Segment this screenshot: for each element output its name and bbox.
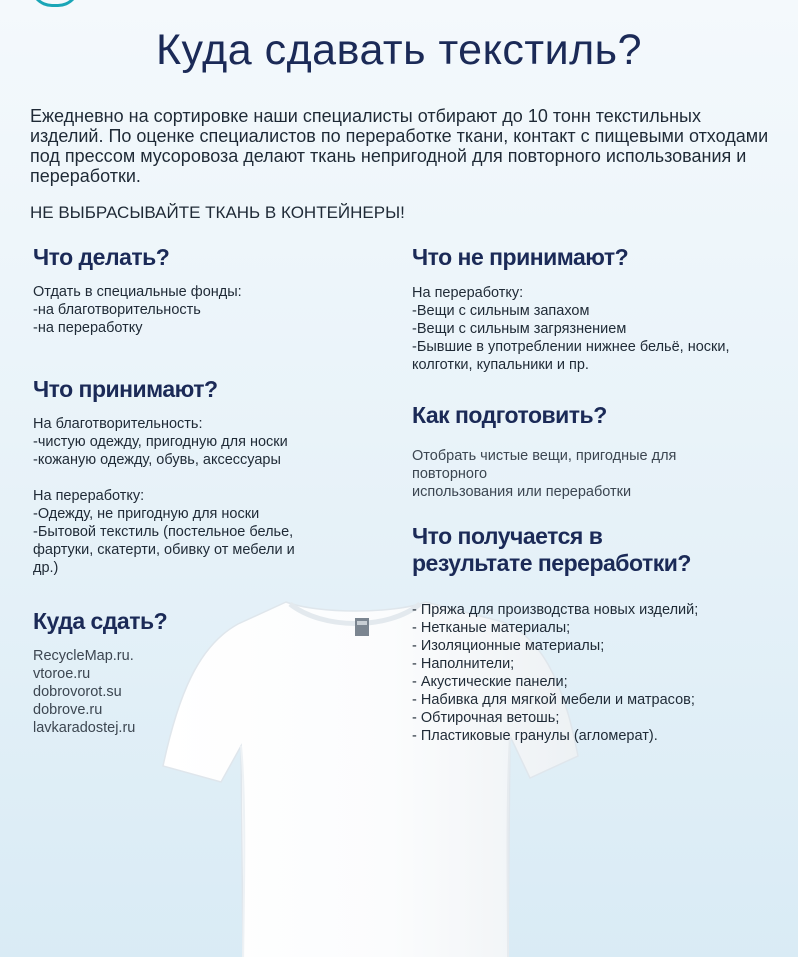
recycling-line: -Одежду, не пригодную для носки [33, 506, 260, 522]
warning-text: НЕ ВЫБРАСЫВАЙТЕ ТКАНЬ В КОНТЕЙНЕРЫ! [30, 203, 405, 222]
site-link[interactable]: lavkaradostej.ru [33, 720, 136, 736]
not-accepted-heading: Что не принимают? [412, 244, 629, 270]
site-link[interactable]: dobrove.ru [33, 702, 103, 718]
what-accepted-heading: Что принимают? [33, 376, 218, 402]
result-heading-line: результате переработки? [412, 550, 691, 576]
page-title: Куда сдавать текстиль? [156, 26, 642, 74]
where-to-give-heading: Куда сдать? [33, 608, 168, 634]
what-to-do-text [33, 283, 242, 337]
prepare-line: повторного [412, 466, 488, 482]
site-link[interactable]: RecycleMap.ru. [33, 648, 134, 664]
result-heading [412, 523, 691, 577]
not-accepted-line: -Бывшие в употреблении нижнее бельё, носки, [412, 339, 730, 355]
what-to-do-line: -на переработку [33, 320, 143, 336]
result-item: - Изоляционные материалы; [412, 638, 605, 654]
recycling-line: -Бытовой текстиль (постельное белье, [33, 524, 294, 540]
result-item: - Пряжа для производства новых изделий; [412, 602, 699, 618]
bottom-divider [0, 957, 798, 963]
result-item: - Нетканые материалы; [412, 620, 571, 636]
recycling-line: фартуки, скатерти, обивку от мебели и [33, 542, 295, 558]
logo-fragment [30, 0, 80, 7]
shirt-label-icon [355, 618, 369, 636]
recycling-block [33, 487, 295, 577]
charity-line: -чистую одежду, пригодную для носки [33, 434, 288, 450]
how-to-prepare-heading: Как подготовить? [412, 402, 607, 428]
how-to-prepare-text [412, 447, 676, 501]
intro-paragraph: Ежедневно на сортировке наши специалисты отбирают до 10 тонн текстильных изделий. По оценке специалистов по переработке ткани, контакт с пищевыми отходами под прессом мусоровоза делают ткань непригодной для повторного использования и переработки. [30, 106, 769, 186]
result-item: - Пластиковые гранулы (агломерат). [412, 728, 658, 744]
result-item: - Набивка для мягкой мебели и матрасов; [412, 692, 695, 708]
not-accepted-text [412, 284, 730, 374]
charity-line: -кожаную одежду, обувь, аксессуары [33, 452, 281, 468]
prepare-line: использования или переработки [412, 484, 632, 500]
charity-block [33, 415, 288, 469]
result-item: - Наполнители; [412, 656, 515, 672]
result-list [412, 601, 698, 745]
recycling-title: На переработку: [33, 488, 145, 504]
not-accepted-title: На переработку: [412, 285, 524, 301]
result-item: - Обтирочная ветошь; [412, 710, 560, 726]
charity-title: На благотворительность: [33, 416, 203, 432]
prepare-line: Отобрать чистые вещи, пригодные для [412, 448, 677, 464]
what-to-do-heading: Что делать? [33, 244, 170, 270]
not-accepted-line: колготки, купальники и пр. [412, 357, 589, 373]
not-accepted-line: -Вещи с сильным запахом [412, 303, 590, 319]
not-accepted-line: -Вещи с сильным загрязнением [412, 321, 627, 337]
site-link[interactable]: dobrovorot.su [33, 684, 122, 700]
what-to-do-line: Отдать в специальные фонды: [33, 284, 242, 300]
result-item: - Акустические панели; [412, 674, 568, 690]
recycling-line: др.) [33, 560, 59, 576]
what-to-do-line: -на благотворительность [33, 302, 201, 318]
site-link[interactable]: vtoroe.ru [33, 666, 91, 682]
result-heading-line: Что получается в [412, 523, 603, 549]
where-to-give-links [33, 647, 135, 737]
